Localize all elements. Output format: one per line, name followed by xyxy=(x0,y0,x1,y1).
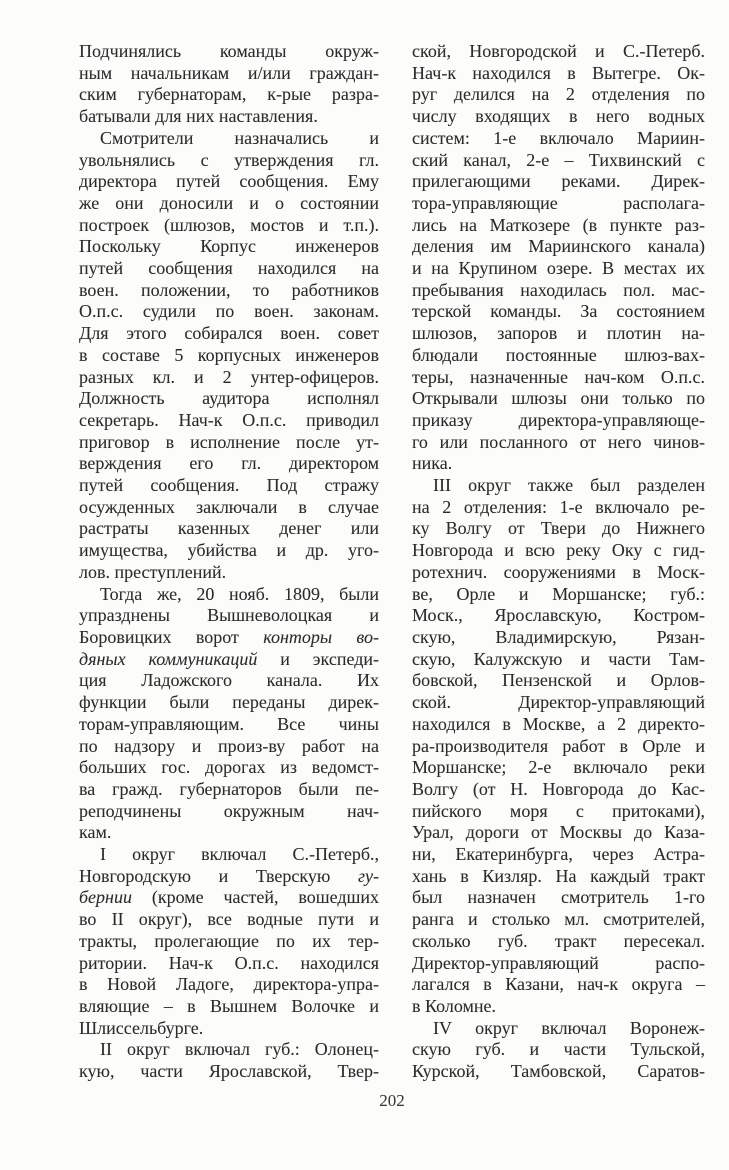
text-line xyxy=(79,584,379,606)
text-line xyxy=(79,323,379,345)
text-run: лись на Маткозере (в пункте раз- xyxy=(412,214,705,235)
text-run: в Коломне. xyxy=(412,995,497,1016)
text-run: ским губернаторам, к-рые разра- xyxy=(79,84,379,105)
text-line xyxy=(412,931,705,953)
text-line xyxy=(79,540,379,562)
text-line xyxy=(79,410,379,432)
text-line xyxy=(412,453,705,475)
text-run: ным начальникам и/или граждан- xyxy=(79,62,379,83)
italic-text-run: бернии xyxy=(79,887,132,908)
text-run: Боровицких ворот xyxy=(79,626,264,647)
text-line xyxy=(79,41,379,63)
text-run: теры, назначенные нач-ком О.п.с. xyxy=(412,366,705,387)
text-run: кам. xyxy=(79,822,112,843)
italic-text-run: дяных коммуникаций xyxy=(79,648,258,669)
text-run: руг делился на 2 отделения по xyxy=(412,84,705,105)
text-line xyxy=(79,193,379,215)
text-run: батывали для них наставления. xyxy=(79,106,318,127)
text-run: пийского моря с притоками), xyxy=(412,800,705,821)
text-line xyxy=(412,301,705,323)
text-run: по надзору и произ-ву работ на xyxy=(79,735,379,756)
text-run: был назначен смотритель 1-го xyxy=(412,887,705,908)
text-line xyxy=(412,953,705,975)
paragraph xyxy=(79,41,379,128)
text-line xyxy=(79,453,379,475)
text-column-right xyxy=(412,41,705,1083)
page-text-block xyxy=(79,41,705,1083)
text-line xyxy=(79,345,379,367)
text-line xyxy=(412,822,705,844)
text-line xyxy=(79,909,379,931)
text-line xyxy=(79,388,379,410)
text-run: Поскольку Корпус инженеров xyxy=(79,236,379,257)
text-line xyxy=(79,757,379,779)
text-run: ника. xyxy=(412,453,453,474)
text-line xyxy=(79,736,379,758)
text-line xyxy=(79,301,379,323)
page-number: 202 xyxy=(379,1091,405,1110)
text-line xyxy=(79,106,379,128)
text-line xyxy=(79,953,379,975)
text-run: ской. Директор-управляющий xyxy=(412,692,705,713)
text-run: скую, Калужскую и части Там- xyxy=(412,648,705,669)
text-run: же они доносили и о состоянии xyxy=(79,192,379,213)
text-run: ский канал, 2-е – Тихвинский с xyxy=(412,149,705,170)
text-line xyxy=(412,84,705,106)
text-line xyxy=(412,193,705,215)
text-run: во II округ), все водные пути и xyxy=(79,909,379,930)
text-run: терской команды. За состоянием xyxy=(412,301,705,322)
text-line xyxy=(79,562,379,584)
text-line xyxy=(412,736,705,758)
paragraph xyxy=(79,128,379,584)
text-line xyxy=(412,801,705,823)
text-run: в составе 5 корпусных инженеров xyxy=(79,344,379,365)
text-line xyxy=(79,801,379,823)
text-run: воен. положении, то работников xyxy=(79,279,379,300)
text-run: тракты, пролегающие по их тер- xyxy=(79,930,379,951)
text-line xyxy=(79,649,379,671)
text-run: IV округ включал Воронеж- xyxy=(433,1017,705,1038)
text-line xyxy=(79,1039,379,1061)
text-run: ку Волгу от Твери до Нижнего xyxy=(412,518,705,539)
text-line xyxy=(412,367,705,389)
text-line xyxy=(412,974,705,996)
text-run: Нач-к находился в Вытегре. Ок- xyxy=(412,62,705,83)
text-line xyxy=(79,215,379,237)
text-run: находился в Москве, а 2 директо- xyxy=(412,713,705,734)
text-run: кую, части Ярославской, Твер- xyxy=(79,1061,379,1082)
text-run: упразднены Вышневолоцкая и xyxy=(79,605,379,626)
text-run: ра-производителя работ в Орле и xyxy=(412,735,705,756)
text-run: блюдали постоянные шлюз-вах- xyxy=(412,344,705,365)
text-line xyxy=(412,518,705,540)
text-run: разных кл. и 2 унтер-офицеров. xyxy=(79,366,379,387)
text-line xyxy=(412,540,705,562)
text-run: скую, Владимирскую, Рязан- xyxy=(412,626,705,647)
text-line xyxy=(79,475,379,497)
text-run: путей сообщения. Под стражу xyxy=(79,475,379,496)
text-line xyxy=(79,605,379,627)
text-run: Смотрители назначались и xyxy=(100,127,379,148)
text-line xyxy=(79,367,379,389)
text-run: Шлиссельбурге. xyxy=(79,1017,204,1038)
text-run: и на Крупином озере. В местах их xyxy=(412,258,705,279)
text-run: ве, Орле и Моршанске; губ.: xyxy=(412,583,705,604)
text-run: осужденных заключали в случае xyxy=(79,496,379,517)
text-line xyxy=(412,432,705,454)
text-run: в Новой Ладоге, директора-упра- xyxy=(79,974,379,995)
paragraph xyxy=(412,41,705,475)
text-run: верждения его гл. директором xyxy=(79,453,379,474)
text-line xyxy=(412,996,705,1018)
paragraph xyxy=(412,1018,705,1083)
text-run: на 2 отделения: 1-е включало ре- xyxy=(412,496,705,517)
text-run: Открывали шлюзы они только по xyxy=(412,388,705,409)
text-line xyxy=(412,106,705,128)
text-run: I округ включал С.-Петерб., xyxy=(100,844,379,865)
text-line xyxy=(79,996,379,1018)
text-line xyxy=(412,627,705,649)
text-line xyxy=(79,692,379,714)
text-line xyxy=(79,931,379,953)
text-run: ция Ладожского канала. Их xyxy=(79,670,379,691)
paragraph xyxy=(79,1039,379,1082)
text-run: ранга и столько мл. смотрителей, xyxy=(412,909,705,930)
text-line xyxy=(412,171,705,193)
text-line xyxy=(79,887,379,909)
text-line xyxy=(79,670,379,692)
text-run: числу входящих в него водных xyxy=(412,106,705,127)
text-run: го или посланного от него чинов- xyxy=(412,431,705,452)
text-run: ни, Екатеринбурга, через Астра- xyxy=(412,844,705,865)
text-run: Курской, Тамбовской, Саратов- xyxy=(412,1061,705,1082)
text-line xyxy=(412,779,705,801)
text-line xyxy=(79,714,379,736)
text-line xyxy=(412,258,705,280)
text-run: Для этого собирался воен. совет xyxy=(79,323,379,344)
text-run: хань в Кизляр. На каждый тракт xyxy=(412,865,705,886)
text-line xyxy=(79,236,379,258)
text-line xyxy=(412,1061,705,1083)
text-run: Моск., Ярославскую, Костром- xyxy=(412,605,705,626)
text-run: Новгородскую и Тверскую xyxy=(79,865,358,886)
text-line xyxy=(412,866,705,888)
paragraph xyxy=(412,475,705,1018)
text-line xyxy=(412,562,705,584)
text-run: построек (шлюзов, мостов и т.п.). xyxy=(79,214,379,235)
text-run: ва гражд. губернаторов были пе- xyxy=(79,778,379,799)
text-line xyxy=(412,41,705,63)
text-line xyxy=(79,128,379,150)
text-line xyxy=(79,974,379,996)
text-line xyxy=(79,844,379,866)
text-run: функции были переданы дирек- xyxy=(79,692,379,713)
text-line xyxy=(412,670,705,692)
text-line xyxy=(79,627,379,649)
text-line xyxy=(79,1018,379,1040)
text-run: тора-управляющие располага- xyxy=(412,192,705,213)
text-run: Тогда же, 20 нояб. 1809, были xyxy=(100,583,379,604)
text-run: (кроме частей, вошедших xyxy=(131,887,379,908)
text-line xyxy=(412,475,705,497)
text-run: систем: 1-е включало Мариин- xyxy=(412,127,705,148)
text-run: ротехнич. сооружениями в Моск- xyxy=(412,561,705,582)
text-run: шлюзов, запоров и плотин на- xyxy=(412,323,705,344)
text-line xyxy=(412,280,705,302)
text-run: путей сообщения находился на xyxy=(79,258,379,279)
text-run: увольнялись с утверждения гл. xyxy=(79,149,379,170)
text-line xyxy=(79,497,379,519)
text-run: торам-управляющим. Все чины xyxy=(79,713,379,734)
text-run: растраты казенных денег или xyxy=(79,518,379,539)
text-line xyxy=(412,128,705,150)
text-run: вляющие – в Вышнем Волочке и xyxy=(79,995,379,1016)
text-run: скую губ. и части Тульской, xyxy=(412,1039,705,1060)
text-run: бовской, Пензенской и Орлов- xyxy=(412,670,705,691)
text-run: лов. преступлений. xyxy=(79,561,227,582)
text-line xyxy=(412,323,705,345)
text-run: деления им Мариинского канала) xyxy=(412,236,705,257)
paragraph xyxy=(79,584,379,844)
text-line xyxy=(412,909,705,931)
text-run: II округ включал губ.: Олонец- xyxy=(100,1039,379,1060)
text-line xyxy=(79,171,379,193)
text-run: имущества, убийства и др. уго- xyxy=(79,540,379,561)
text-run: Моршанске; 2-е включало реки xyxy=(412,757,705,778)
italic-text-run: конторы во- xyxy=(263,626,379,647)
text-line xyxy=(412,757,705,779)
text-run: приговор в исполнение после ут- xyxy=(79,431,379,452)
text-run: О.п.с. судили по воен. законам. xyxy=(79,301,379,322)
text-line xyxy=(412,605,705,627)
text-line xyxy=(412,63,705,85)
paragraph xyxy=(79,844,379,1039)
text-run: больших гос. дорогах из ведомст- xyxy=(79,757,379,778)
text-line xyxy=(412,236,705,258)
text-run: Урал, дороги от Москвы до Каза- xyxy=(412,822,705,843)
text-run: прилегающими реками. Дирек- xyxy=(412,171,705,192)
text-run: Новгорода и всю реку Оку с гид- xyxy=(412,540,705,561)
text-line xyxy=(412,215,705,237)
text-line xyxy=(412,584,705,606)
text-line xyxy=(412,150,705,172)
text-line xyxy=(412,714,705,736)
text-run: Волгу (от Н. Новгорода до Кас- xyxy=(412,778,705,799)
text-run: Должность аудитора исполнял xyxy=(79,388,379,409)
text-line xyxy=(79,84,379,106)
text-run: Подчинялись команды окруж- xyxy=(79,41,379,61)
text-run: ской, Новгородской и С.-Петерб. xyxy=(412,41,705,61)
text-line xyxy=(79,1061,379,1083)
text-line xyxy=(412,1039,705,1061)
text-line xyxy=(412,692,705,714)
text-line xyxy=(412,410,705,432)
text-line xyxy=(79,822,379,844)
text-run: секретарь. Нач-к О.п.с. приводил xyxy=(79,409,379,430)
text-line xyxy=(412,497,705,519)
text-line xyxy=(79,866,379,888)
text-line xyxy=(412,649,705,671)
text-run: ритории. Нач-к О.п.с. находился xyxy=(79,952,379,973)
text-run: приказу директора-управляюще- xyxy=(412,409,705,430)
text-line xyxy=(79,432,379,454)
text-run: директора путей сообщения. Ему xyxy=(79,171,379,192)
text-run: пребывания находилась пол. мас- xyxy=(412,279,705,300)
text-run: лагался в Казани, нач-к округа – xyxy=(412,974,705,995)
text-run: III округ также был разделен xyxy=(433,475,705,496)
text-line xyxy=(79,280,379,302)
text-line xyxy=(412,844,705,866)
text-run: и экспеди- xyxy=(257,648,379,669)
text-run: реподчинены окружным нач- xyxy=(79,800,379,821)
text-line xyxy=(79,63,379,85)
text-line xyxy=(412,1018,705,1040)
text-run: Директор-управляющий распо- xyxy=(412,952,705,973)
text-run: сколько губ. тракт пересекал. xyxy=(412,930,705,951)
text-line xyxy=(412,887,705,909)
text-column-left xyxy=(79,41,379,1083)
text-line xyxy=(412,388,705,410)
text-line xyxy=(79,779,379,801)
italic-text-run: гу- xyxy=(357,865,379,886)
text-line xyxy=(79,258,379,280)
text-line xyxy=(412,345,705,367)
text-line xyxy=(79,150,379,172)
text-line xyxy=(79,518,379,540)
